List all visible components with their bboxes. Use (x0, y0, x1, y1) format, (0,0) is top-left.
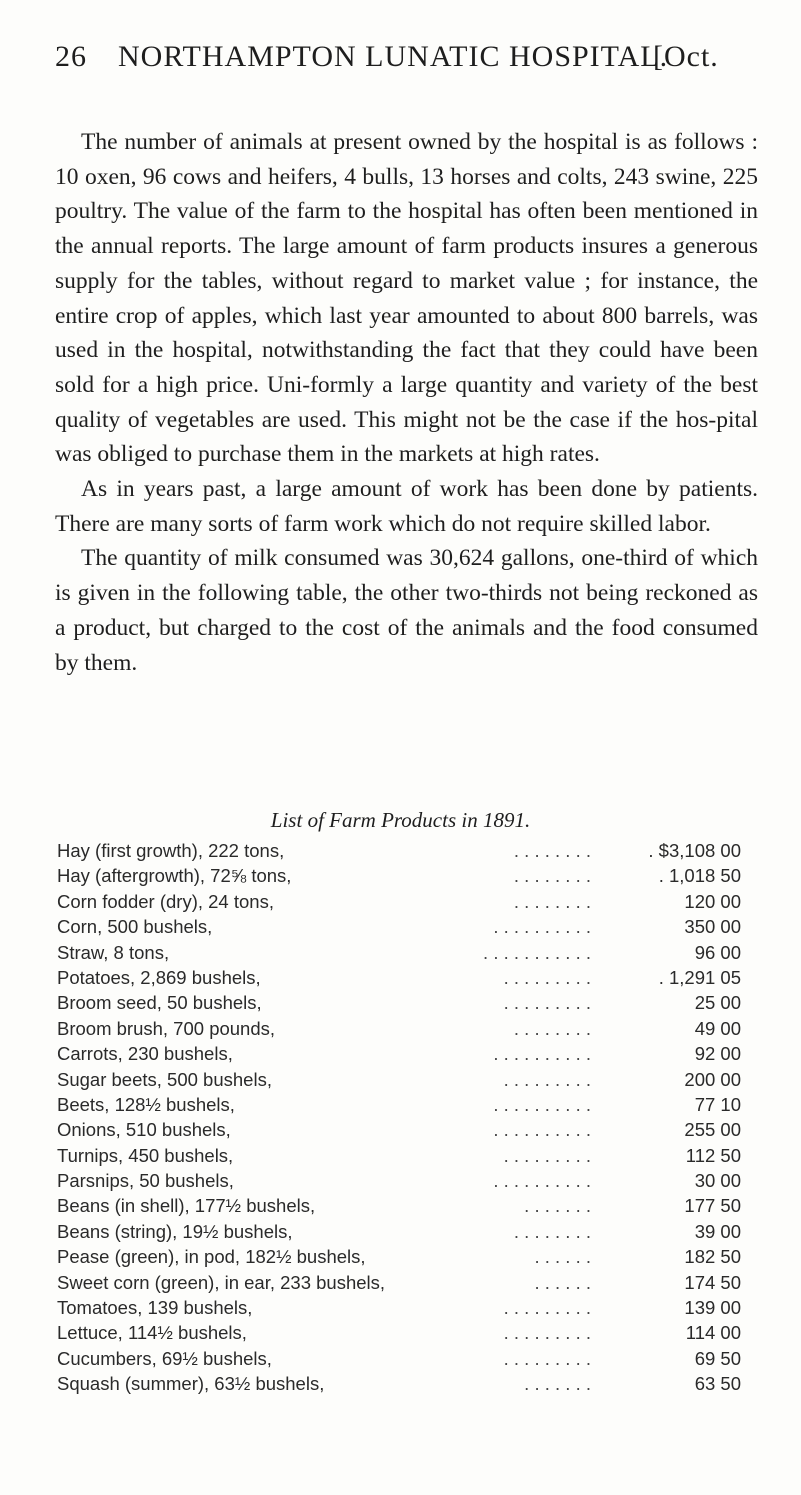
product-amount: 112 50 (685, 1144, 741, 1166)
product-amount: 177 50 (684, 1195, 741, 1217)
leader-dots: . . . . . . . . . (503, 1068, 591, 1090)
product-item: Sweet corn (green), in ear, 233 bushels, (57, 1271, 386, 1293)
leader-dots: . . . . . . . (524, 1195, 591, 1217)
product-amount: 63 50 (694, 1373, 741, 1395)
product-amount: 139 00 (684, 1297, 741, 1319)
product-amount: 25 00 (694, 992, 741, 1014)
farm-products-table (57, 838, 741, 1397)
product-amount: 69 50 (694, 1347, 741, 1369)
product-item: Pease (green), in pod, 182½ bushels, (57, 1246, 366, 1268)
product-amount: 77 10 (694, 1093, 741, 1115)
leader-dots: . . . . . . (534, 1271, 591, 1293)
leader-dots: . . . . . . . . . (503, 966, 591, 988)
product-amount: 120 00 (684, 890, 741, 912)
product-amount: 255 00 (684, 1119, 741, 1141)
product-item: Parsnips, 50 bushels, (57, 1170, 234, 1192)
product-item: Lettuce, 114½ bushels, (57, 1322, 247, 1344)
table-row (57, 990, 741, 1015)
product-item: Straw, 8 tons, (57, 941, 170, 963)
product-item: Broom seed, 50 bushels, (57, 992, 262, 1014)
product-item: Sugar beets, 500 bushels, (57, 1068, 272, 1090)
product-item: Carrots, 230 bushels, (57, 1043, 233, 1065)
table-row (57, 1041, 741, 1066)
leader-dots: . . . . . . . . (513, 840, 591, 861)
table-row (57, 1371, 741, 1396)
table-row (57, 1346, 741, 1371)
table-row (57, 1320, 741, 1345)
product-item: Cucumbers, 69½ bushels, (57, 1347, 272, 1369)
table-row (57, 914, 741, 939)
table-row (57, 863, 741, 888)
page-number: 26 (55, 40, 87, 73)
product-amount: 96 00 (694, 941, 741, 963)
product-item: Corn fodder (dry), 24 tons, (57, 890, 274, 912)
table-row (57, 1117, 741, 1142)
table-row (57, 1270, 741, 1295)
leader-dots: . . . . . . . . . (503, 1322, 591, 1344)
body-text (55, 125, 758, 680)
product-item: Beans (string), 19½ bushels, (57, 1220, 293, 1242)
product-amount: 49 00 (694, 1017, 741, 1039)
product-amount: 30 00 (694, 1170, 741, 1192)
product-amount: 114 00 (685, 1322, 741, 1344)
leader-dots: . . . . . . (534, 1246, 591, 1268)
product-item: Corn, 500 bushels, (57, 916, 213, 938)
paragraph-milk: The quantity of milk consumed was 30,624 gallons, one-third of which is given in the following table, the other two-thirds not being reckoned as a product, but charged to the cost of the animals and the food consumed by them. (55, 545, 758, 676)
table-row (57, 940, 741, 965)
leader-dots: . . . . . . . . (513, 865, 591, 887)
product-item: Beans (in shell), 177½ bushels, (57, 1195, 316, 1217)
table-row (57, 838, 741, 863)
product-item: Squash (summer), 63½ bushels, (57, 1373, 325, 1395)
product-item: Tomatoes, 139 bushels, (57, 1297, 253, 1319)
table-row (57, 1143, 741, 1168)
product-item: Beets, 128½ bushels, (57, 1093, 235, 1115)
product-amount: 174 50 (684, 1271, 741, 1293)
running-title: NORTHAMPTON LUNATIC HOSPITAL. (118, 40, 669, 73)
leader-dots: . . . . . . . . . (503, 1297, 591, 1319)
product-amount: 350 00 (684, 916, 741, 938)
table-row (57, 889, 741, 914)
table-row (57, 1016, 741, 1041)
product-item: Hay (first growth), 222 tons, (57, 840, 285, 861)
product-item: Turnips, 450 bushels, (57, 1144, 234, 1166)
leader-dots: . . . . . . . . . . (493, 916, 591, 938)
leader-dots: . . . . . . . . . . . (483, 941, 591, 963)
product-amount: 92 00 (694, 1043, 741, 1065)
product-amount: . 1,291 05 (658, 966, 741, 988)
product-item: Onions, 510 bushels, (57, 1119, 231, 1141)
table-row (57, 965, 741, 990)
table-row (57, 1067, 741, 1092)
table-row (57, 1295, 741, 1320)
leader-dots: . . . . . . . . . (503, 992, 591, 1014)
product-item: Hay (aftergrowth), 72⅝ tons, (57, 865, 292, 887)
leader-dots: . . . . . . . . . (503, 1144, 591, 1166)
leader-dots: . . . . . . . . . . (493, 1119, 591, 1141)
product-item: Broom brush, 700 pounds, (57, 1017, 276, 1039)
list-title: List of Farm Products in 1891. (270, 808, 531, 832)
leader-dots: . . . . . . . . . . (493, 1170, 591, 1192)
product-amount: 182 50 (684, 1246, 741, 1268)
product-amount: . $3,108 00 (648, 840, 741, 861)
product-amount: . 1,018 50 (658, 865, 741, 887)
leader-dots: . . . . . . . . . . (493, 1043, 591, 1065)
running-month: [Oct. (653, 40, 719, 73)
product-item: Potatoes, 2,869 bushels, (57, 966, 261, 988)
table-row (57, 1244, 741, 1269)
leader-dots: . . . . . . . . . (503, 1347, 591, 1369)
table-row (57, 1193, 741, 1218)
leader-dots: . . . . . . . . (513, 1017, 591, 1039)
paragraph-patient-work: As in years past, a large amount of work has been done by patients. There are many sorts of farm work which do not require skilled labor. (55, 476, 758, 537)
leader-dots: . . . . . . . (524, 1373, 591, 1395)
leader-dots: . . . . . . . . (513, 1220, 591, 1242)
table-row (57, 1168, 741, 1193)
product-amount: 200 00 (684, 1068, 741, 1090)
table-row (57, 1219, 741, 1244)
leader-dots: . . . . . . . . . . (493, 1093, 591, 1115)
product-amount: 39 00 (694, 1220, 741, 1242)
leader-dots: . . . . . . . . (513, 890, 591, 912)
table-row (57, 1092, 741, 1117)
paragraph-animals: The number of animals at present owned by the hospital is as follows : 10 oxen, 96 cows and heifers, 4 bulls, 13 horses and colts, 243 swine, 225 poultry. The value of the farm to the hospital has often been mentioned in the annual reports. The large amount of farm products insures a generous supply for the tables, without regard to market value ; for instance, the entire crop of apples, which last year amounted to about 800 barrels, was used in the hospital, notwithstanding the fact that they could have been sold for a high price. Uni-formly a large quantity and variety of the best quality of vegetables are used. This might not be the case if the hos-pital was obliged to purchase them in the markets at high rates. (55, 129, 758, 468)
